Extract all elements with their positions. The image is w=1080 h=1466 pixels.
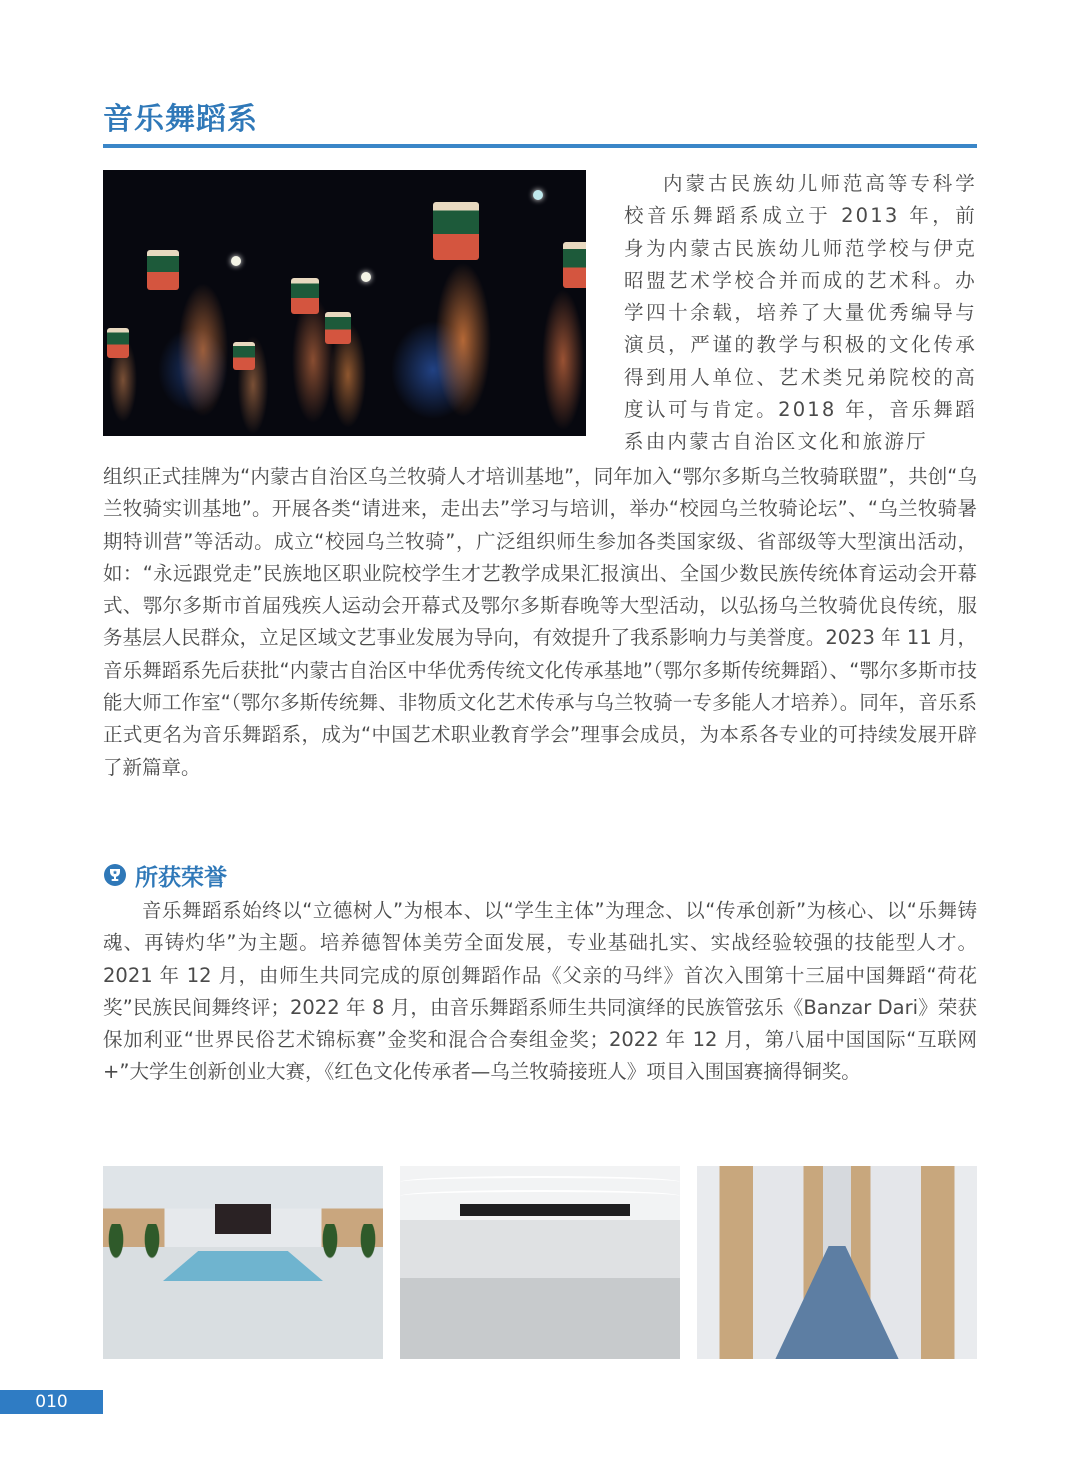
headdress-shape: [147, 250, 179, 290]
honors-heading: [103, 858, 227, 892]
intro-continued-text: [103, 461, 977, 784]
headdress-shape: [563, 242, 586, 288]
headdress-shape: [433, 202, 479, 260]
headdress-shape: [107, 328, 129, 358]
intro-continued-paragraph: 组织正式挂牌为“内蒙古自治区乌兰牧骑人才培训基地”，同年加入“鄂尔多斯乌兰牧骑联盟”，共创“乌兰牧骑实训基地”。开展各类“请进来，走出去”学习与培训，举办“校园乌兰牧骑论坛”、“乌兰牧骑暑期特训营”等活动。成立“校园乌兰牧骑”，广泛组织师生参加各类国家级、省部级等大型演出活动，如：“永远跟党走”民族地区职业院校学生才艺教学成果汇报演出、全国少数民族传统体育运动会开幕式、鄂尔多斯市首届残疾人运动会开幕式及鄂尔多斯春晚等大型活动，以弘扬乌兰牧骑优良传统，服务基层人民群众，立足区域文艺事业发展为导向，有效提升了我系影响力与美誉度。2023 年 11 月，音乐舞蹈系先后获批“内蒙古自治区中华优秀传统文化传承基地”（鄂尔多斯传统舞蹈）、“鄂尔多斯市技能大师工作室“（鄂尔多斯传统舞、非物质文化艺术传承与乌兰牧骑一专多能人才培养）。同年，音乐系正式更名为音乐舞蹈系，成为“中国艺术职业教育学会”理事会成员，为本系各专业的可持续发展开辟了新篇章。: [103, 465, 977, 779]
potted-plant: [321, 1224, 339, 1262]
headdress-shape: [233, 342, 255, 370]
stage-light: [231, 256, 241, 266]
headdress-shape: [291, 278, 319, 314]
gallery-photo-corridor: [697, 1166, 977, 1359]
stage-light: [361, 272, 371, 282]
title-divider: [103, 144, 977, 148]
page-number: 010: [0, 1390, 103, 1414]
trophy-icon: [103, 863, 127, 887]
page-title: 音乐舞蹈系: [103, 102, 258, 137]
honors-text: [103, 895, 977, 1089]
hero-dance-photo: [103, 170, 586, 436]
potted-plant: [143, 1224, 161, 1262]
headdress-shape: [325, 312, 351, 344]
studio-mirror-band: [460, 1204, 630, 1216]
potted-plant: [107, 1224, 125, 1262]
potted-plant: [359, 1224, 377, 1262]
gallery-photo-dance-studio: [400, 1166, 680, 1359]
led-screen: [215, 1204, 271, 1234]
corridor-floor: [697, 1246, 977, 1359]
facility-gallery: [103, 1166, 977, 1359]
stage-light: [533, 190, 543, 200]
intro-paragraph: 内蒙古民族幼儿师范高等专科学校音乐舞蹈系成立于 2013 年，前身为内蒙古民族幼儿师范学校与伊克昭盟艺术学校合并而成的艺术科。办学四十余载，培养了大量优秀编导与演员，严谨的教学与积极的文化传承得到用人单位、艺术类兄弟院校的高度认可与肯定。2018 年，音乐舞蹈系由内蒙古自治区文化和旅游厅: [624, 172, 977, 454]
blue-floor-mat: [163, 1251, 323, 1281]
honors-title: 所获荣誉: [135, 864, 227, 891]
intro-wrapped-text: [624, 168, 977, 459]
honors-paragraph: 音乐舞蹈系始终以“立德树人”为根本、以“学生主体”为理念、以“传承创新”为核心、以“乐舞铸魂、再铸灼华”为主题。培养德智体美劳全面发展，专业基础扎实、实战经验较强的技能型人才。2021 年 12 月，由师生共同完成的原创舞蹈作品《父亲的马绊》首次入围第十三届中国舞蹈“荷花奖”民族民间舞终评；2022 年 8 月，由音乐舞蹈系师生共同演绎的民族管弦乐《Banzar Dari》荣获保加利亚“世界民俗艺术锦标赛”金奖和混合合奏组金奖；2022 年 12 月，第八届中国国际“互联网 +”大学生创新创业大赛，《红色文化传承者—乌兰牧骑接班人》项目入围国赛摘得铜奖。: [103, 899, 977, 1084]
gallery-photo-lobby: [103, 1166, 383, 1359]
